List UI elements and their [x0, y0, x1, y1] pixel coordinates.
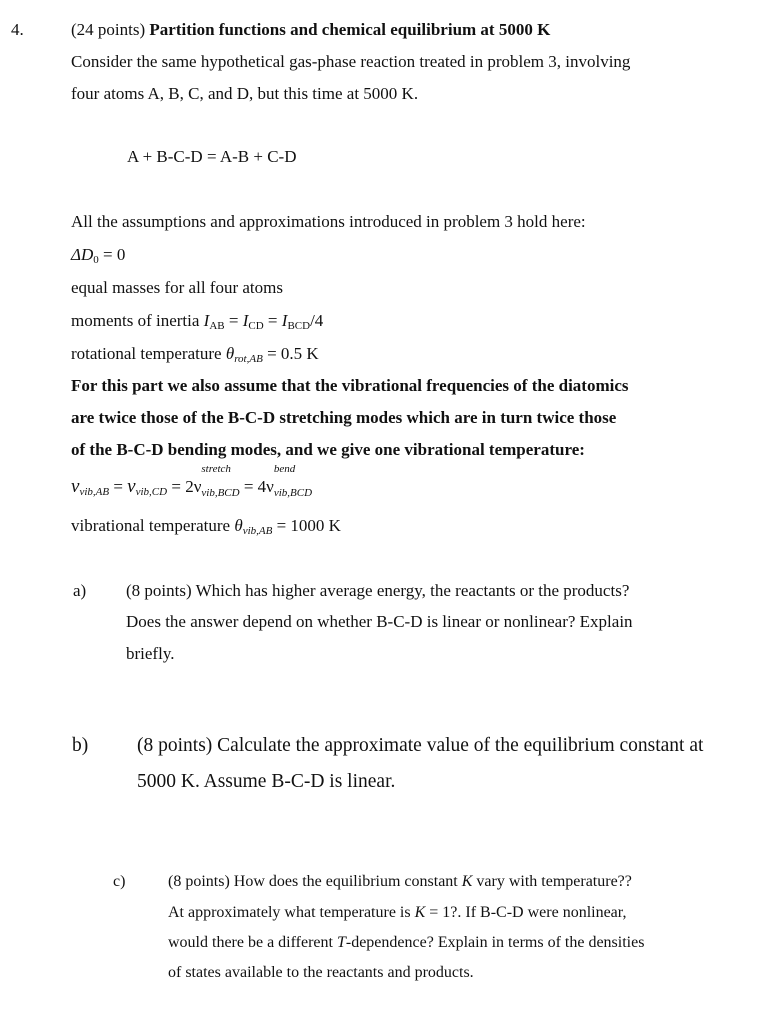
- part-c-line-1: (8 points) How does the equilibrium constant K vary with temperature??: [168, 873, 632, 890]
- rotational-temperature: rotational temperature $\theta_{rot,AB} = 0.5$ K: [71, 344, 319, 365]
- problem-points: (24 points): [71, 20, 146, 39]
- vibrational-temperature: vibrational temperature $\theta_{vib,AB} = 1000$ K: [71, 516, 341, 537]
- part-a-line-3: briefly.: [126, 644, 175, 663]
- moments-of-inertia: moments of inertia $I_{AB} = I_{CD} = I_{BCD}/4$: [71, 311, 324, 332]
- problem-title: Partition functions and chemical equilibrium at 5000 K: [149, 20, 551, 39]
- bold-assumption-line-1: For this part we also assume that the vibrational frequencies of the diatomics: [71, 376, 629, 395]
- intro-line-2: four atoms A, B, C, and D, but this time at 5000 K.: [71, 84, 419, 103]
- part-c-line-2: At approximately what temperature is K = 1?. If B-C-D were nonlinear,: [168, 904, 627, 921]
- part-c-line-4: of states available to the reactants and products.: [168, 964, 474, 981]
- part-b-label: b): [72, 735, 89, 756]
- frequency-equation: $\nu_{vib,AB} = \nu_{vib,CD} = 2\nu$ stretch $_{vib,BCD}$ = 4ν bend $_{vib,BCD}$: [71, 463, 313, 499]
- part-a-line-2: Does the answer depend on whether B-C-D is linear or nonlinear? Explain: [126, 612, 633, 631]
- bold-assumption-line-3: of the B-C-D bending modes, and we give one vibrational temperature:: [71, 440, 585, 459]
- intro-line-1: Consider the same hypothetical gas-phase reaction treated in problem 3, involving: [71, 52, 631, 71]
- problem-header: [71, 20, 550, 40]
- delta-d0: $\Delta D_0 = 0$: [71, 245, 126, 266]
- equal-masses: equal masses for all four atoms: [71, 278, 283, 297]
- assumptions-intro: All the assumptions and approximations introduced in problem 3 hold here:: [71, 212, 586, 231]
- part-a-line-1: (8 points) Which has higher average energy, the reactants or the products?: [126, 581, 630, 600]
- part-b-line-2: 5000 K. Assume B-C-D is linear.: [137, 771, 396, 792]
- part-b-line-1: (8 points) Calculate the approximate value of the equilibrium constant at: [137, 735, 704, 756]
- reaction-equation: A + B-C-D = A-B + C-D: [127, 147, 297, 166]
- part-a-label: a): [73, 581, 87, 600]
- problem-number: 4.: [11, 20, 24, 39]
- part-c-label: c): [113, 873, 126, 890]
- part-c-line-3: would there be a different T-dependence? Explain in terms of the densities: [168, 934, 645, 951]
- bold-assumption-line-2: are twice those of the B-C-D stretching modes which are in turn twice those: [71, 408, 617, 427]
